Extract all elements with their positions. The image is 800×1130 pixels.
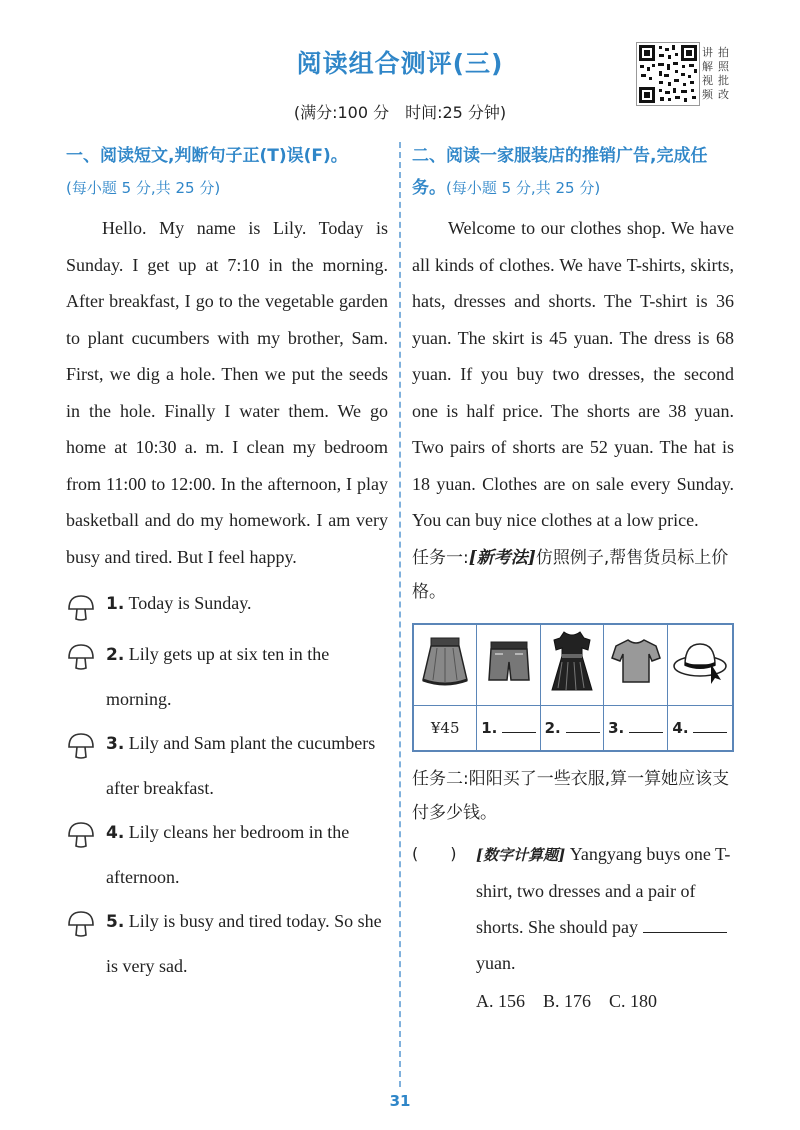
column-divider bbox=[399, 142, 401, 1087]
question-text: Lily cleans her bedroom in the afternoon. bbox=[106, 822, 350, 887]
mushroom-answer-icon[interactable] bbox=[66, 820, 96, 850]
new-method-tag: [新考法] bbox=[468, 547, 536, 568]
mushroom-answer-icon[interactable] bbox=[66, 909, 96, 939]
answer-blank[interactable] bbox=[629, 718, 663, 733]
calc-question-text: Yangyang buys one T-shirt, two dresses and a pair of shorts. She should pay bbox=[476, 843, 731, 937]
dress-cell bbox=[540, 624, 603, 706]
question-number: 2. bbox=[106, 645, 125, 665]
section-2-heading bbox=[412, 140, 734, 204]
hat-icon bbox=[671, 634, 729, 690]
price-blank-2[interactable] bbox=[540, 705, 603, 751]
question-number: 5. bbox=[106, 912, 125, 932]
section-1-heading: 一、阅读短文,判断句子正(T)误(F)。 bbox=[66, 146, 348, 166]
price-blank-4[interactable] bbox=[667, 705, 733, 751]
dress-icon bbox=[546, 628, 598, 696]
score-time-info: (满分:100 分 时间:25 分钟) bbox=[293, 103, 507, 122]
shorts-cell bbox=[477, 624, 540, 706]
mushroom-answer-icon[interactable] bbox=[66, 593, 96, 623]
answer-blank[interactable] bbox=[693, 718, 727, 733]
question-item[interactable] bbox=[66, 632, 388, 721]
passage-clothes-shop bbox=[412, 210, 734, 539]
qr-code[interactable] bbox=[636, 42, 700, 106]
calc-question[interactable] bbox=[412, 836, 734, 1019]
qr-label: 视 bbox=[702, 74, 713, 87]
price-label: 2. bbox=[544, 719, 561, 737]
clothes-image-row bbox=[413, 624, 733, 706]
page-title: 阅读组合测评(三) bbox=[296, 49, 504, 78]
question-list bbox=[66, 583, 388, 988]
price-label: 3. bbox=[608, 719, 625, 737]
price-example bbox=[413, 705, 477, 751]
answer-blank[interactable] bbox=[502, 718, 536, 733]
question-text: Lily is busy and tired today. So she is very sad. bbox=[106, 911, 382, 976]
answer-line[interactable] bbox=[643, 918, 727, 933]
calc-question-unit: yuan. bbox=[476, 952, 516, 973]
question-text: Today is Sunday. bbox=[128, 593, 252, 613]
question-item[interactable] bbox=[66, 583, 388, 624]
price-label: 4. bbox=[672, 719, 689, 737]
passage-text: Welcome to our clothes shop. We have all kinds of clothes. We have T-shirts, skirts, hats, dresses and shorts. The T-shirt is 36 yuan. The skirt is 45 yuan. The dress is 68 yuan. If you buy two dresses, the second one is half price. The shorts are 38 yuan. Two pairs of shorts are 52 yuan. The hat is 18 yuan. Clothes are on sale every Sunday. You can buy nice clothes at a low price. bbox=[412, 218, 734, 530]
shorts-icon bbox=[483, 634, 535, 690]
question-number: 4. bbox=[106, 823, 125, 843]
passage-lily bbox=[66, 210, 388, 575]
qr-label: 讲 bbox=[702, 46, 713, 59]
answer-blank[interactable] bbox=[566, 718, 600, 733]
qr-code-icon bbox=[637, 43, 699, 105]
qr-label: 改 bbox=[718, 88, 729, 101]
price-table bbox=[412, 623, 734, 752]
question-text: Lily gets up at six ten in the morning. bbox=[106, 644, 330, 709]
skirt-cell bbox=[413, 624, 477, 706]
qr-labels bbox=[702, 46, 734, 102]
question-text: Lily and Sam plant the cucumbers after breakfast. bbox=[106, 733, 376, 798]
price-blank-1[interactable] bbox=[477, 705, 540, 751]
section-1-score-note: (每小题 5 分,共 25 分) bbox=[66, 179, 221, 197]
skirt-icon bbox=[419, 634, 471, 690]
question-number: 3. bbox=[106, 734, 125, 754]
hat-cell bbox=[667, 624, 733, 706]
task-1-prefix: 任务一: bbox=[412, 547, 469, 568]
task-2: 任务二:阳阳买了一些衣服,算一算她应该支付多少钱。 bbox=[412, 768, 730, 823]
price-label: 1. bbox=[481, 719, 498, 737]
qr-label: 批 bbox=[718, 74, 729, 87]
section-2-score-note: (每小题 5 分,共 25 分) bbox=[446, 179, 601, 197]
page-number: 31 bbox=[389, 1092, 411, 1110]
question-number: 1. bbox=[106, 594, 125, 614]
section-2-heading-text: 二、阅读一家服装店的推销广告,完成任务。 bbox=[412, 146, 708, 198]
qr-label: 拍 bbox=[718, 46, 729, 59]
question-item[interactable] bbox=[66, 810, 388, 899]
t-shirt-icon bbox=[610, 634, 662, 690]
mushroom-answer-icon[interactable] bbox=[66, 731, 96, 761]
price-blank-3[interactable] bbox=[604, 705, 667, 751]
mushroom-answer-icon[interactable] bbox=[66, 642, 96, 672]
left-column bbox=[66, 140, 388, 988]
calc-question-body bbox=[476, 836, 734, 1019]
right-column bbox=[412, 140, 734, 1019]
price-label: ¥45 bbox=[430, 718, 460, 737]
price-label-row bbox=[413, 705, 733, 751]
passage-text: Hello. My name is Lily. Today is Sunday. I get up at 7:10 in the morning. After breakfast, I go to the vegetable garden to plant cucumbers with my brother, Sam. First, we dig a hole. Then we put the seeds in the hole. Finally I water them. We go home at 10:30 a. m. I clean my bedroom from 11:00 to 12:00. In the afternoon, I play basketball and do my homework. I am very busy and tired. But I feel happy. bbox=[66, 218, 388, 567]
qr-label: 频 bbox=[702, 88, 713, 101]
t-shirt-cell bbox=[604, 624, 667, 706]
question-item[interactable] bbox=[66, 721, 388, 810]
task-1 bbox=[412, 541, 734, 609]
answer-options: A. 156 B. 176 C. 180 bbox=[476, 990, 658, 1011]
task-1-text: 仿照例子,帮售货员标上价格。 bbox=[412, 547, 729, 602]
question-item[interactable] bbox=[66, 899, 388, 988]
qr-label: 照 bbox=[718, 60, 729, 73]
qr-label: 解 bbox=[702, 60, 713, 73]
answer-paren[interactable]: ( ) bbox=[412, 843, 457, 863]
math-tag: [数字计算题] bbox=[476, 845, 566, 864]
